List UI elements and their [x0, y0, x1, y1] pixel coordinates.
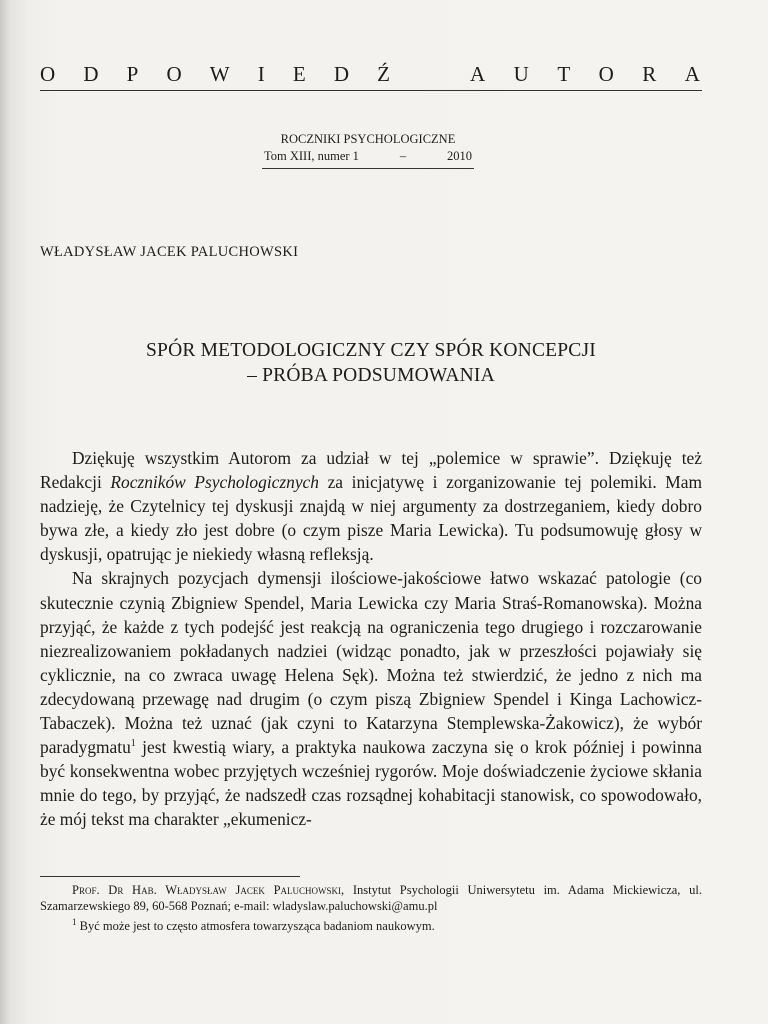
header-letter: D [333, 62, 350, 86]
header-letter: U [513, 62, 529, 86]
journal-rule [262, 168, 474, 169]
paragraph-text: jest kwestią wiary, a praktyka naukowa zaczyna się o krok później i powinna być konsekwentna wobec przyjętych wcześniej rygorów. Moje doświadczenie życiowe skłania mnie do tego, by przyjąć, że nadszedł czas rozsądnej kohabitacji stanowisk, co spowodowało, że mój tekst ma charakter „ekumenicz- [40, 737, 702, 830]
journal-info [262, 131, 474, 165]
author-degree-name: Prof. Dr Hab. Władysław Jacek Paluchowski [72, 883, 342, 897]
body-paragraph-2 [40, 566, 702, 831]
journal-year: 2010 [447, 149, 472, 163]
title-line-2: – PRÓBA PODSUMOWANIA [247, 365, 495, 386]
footnote-number: 1 [72, 917, 77, 927]
running-header-word-odpowiedz [40, 62, 390, 87]
header-letter: O [40, 62, 56, 86]
paragraph-text: za inicjatywę i zorganizowanie tej polemiki. Mam nadzieję, że Czytelnicy tej dyskusji znajdą w niej argumenty za dostrzeganiem, kiedy dobro bywa złe, a kiedy zło jest dobre (o czym pisze Maria Lewicka). Tu podsumowuję głosy w dyskusji, opatrując je niekiedy własną refleksją. [40, 472, 702, 565]
title-line-1: SPÓR METODOLOGICZNY CZY SPÓR KONCEPCJI [145, 340, 597, 361]
header-letter: D [83, 62, 99, 86]
footnote-text: Być może jest to często atmosfera towarzysząca badaniom naukowym. [76, 919, 435, 934]
header-letter: O [166, 62, 182, 86]
footnotes [40, 882, 702, 934]
running-header-word-autora [470, 62, 700, 87]
header-letter: P [126, 62, 139, 86]
footnote-marker: 1 [130, 738, 136, 750]
affiliation-text: , Instytut Psychologii Uniwersytetu im. Adama Mickiewicza, ul. Szamarzewskiego 89, 60-568 Poznań; e-mail: wladyslaw.paluchowski@amu.pl [40, 883, 702, 913]
body-paragraph-1 [40, 446, 702, 566]
header-letter: I [257, 62, 265, 86]
footnote-rule [40, 876, 300, 877]
journal-volume-line [262, 148, 474, 165]
paragraph-text: Dziękuję wszystkim Autorom za udział w tej „polemice w sprawie”. Dziękuję też Redakcji [40, 448, 702, 493]
header-letter: Ź [377, 62, 390, 86]
paragraph-text: Na skrajnych pozycjach dymensji ilościowe-jakościowe łatwo wskazać patologie (co skutecznie czynią Zbigniew Spendel, Maria Lewicka czy Maria Straś-Romanowska). Można przyjąć, że każde z tych podejść jest reakcją na ograniczenia tego drugiego i rozczarowanie niezrealizowaniem pokładanych nadziei (widząc ponadto, jak w przeszłości pojawiały się cyklicznie, na co zwraca uwagę Helena Sęk). Można też stwierdzić, że jedno z nich ma zdecydowaną przewagę nad drugim (o czym piszą Zbigniew Spendel i Kinga Lachowicz-Tabaczek). Można też uznać (jak czyni to Katarzyna Stemplewska-Żakowicz), że wybór paradygmatu [40, 568, 702, 758]
header-letter: O [598, 62, 614, 86]
journal-volume: Tom XIII, numer 1 [264, 149, 359, 163]
header-rule [40, 90, 702, 91]
article-body [40, 446, 702, 832]
journal-name: ROCZNIKI PSYCHOLOGICZNE [280, 132, 456, 146]
journal-title-italic: Roczników Psychologicznych [110, 472, 319, 493]
header-letter: R [642, 62, 657, 86]
header-letter: T [557, 62, 571, 86]
header-letter: A [684, 62, 700, 86]
author-affiliation [40, 882, 702, 914]
article-title [40, 338, 702, 388]
header-letter: A [470, 62, 486, 86]
header-letter: E [292, 62, 306, 86]
footnote-1 [40, 914, 702, 934]
running-header [40, 62, 700, 87]
article-author: WŁADYSŁAW JACEK PALUCHOWSKI [40, 244, 299, 260]
header-letter: W [209, 62, 230, 86]
journal-dash: – [399, 149, 407, 163]
